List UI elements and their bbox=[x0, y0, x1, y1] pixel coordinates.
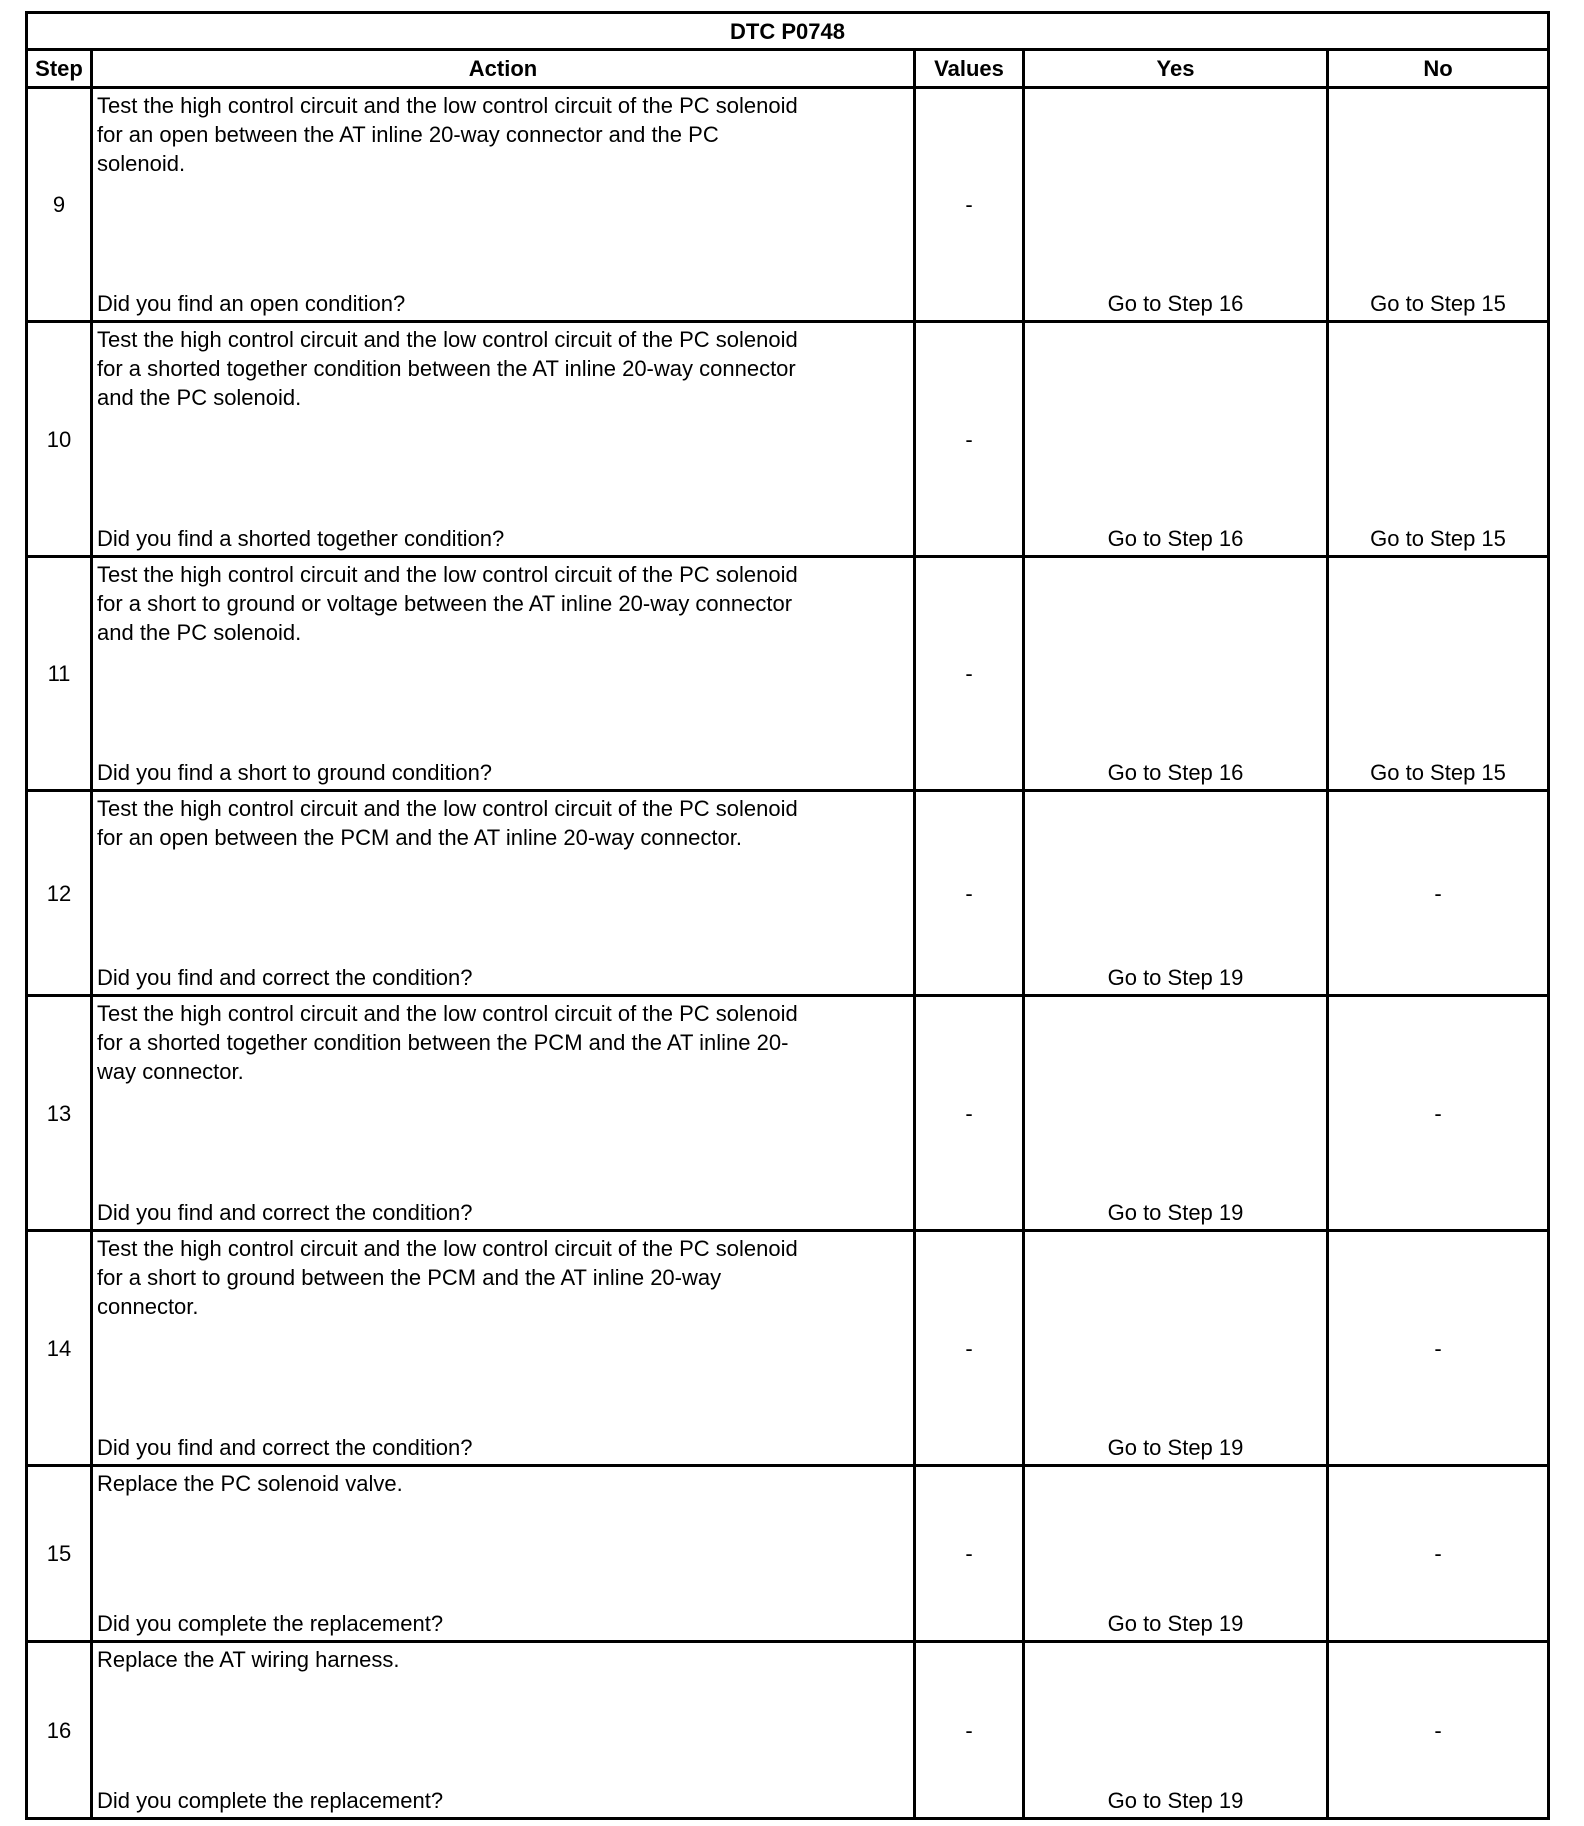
dtc-table bbox=[25, 11, 1550, 1820]
table-row bbox=[27, 88, 1549, 322]
table-row bbox=[27, 996, 1549, 1231]
step-number: 14 bbox=[27, 1231, 92, 1466]
action-text: Test the high control circuit and the low control circuit of the PC solenoid for a short to ground or voltage between the AT inline 20-way connector and the PC solenoid. bbox=[97, 562, 798, 645]
yes-cell bbox=[1024, 1466, 1328, 1642]
action-question: Did you find and correct the condition? bbox=[97, 1200, 473, 1225]
table-row bbox=[27, 557, 1549, 791]
yes-result: Go to Step 19 bbox=[1107, 1611, 1244, 1636]
action-question: Did you find a shorted together condition? bbox=[97, 526, 505, 551]
action-question: Did you find and correct the condition? bbox=[97, 1435, 473, 1460]
yes-cell bbox=[1024, 996, 1328, 1231]
action-cell bbox=[92, 1231, 915, 1466]
action-cell bbox=[92, 322, 915, 557]
no-cell: - bbox=[1328, 996, 1549, 1231]
yes-cell bbox=[1024, 791, 1328, 996]
action-text: Replace the AT wiring harness. bbox=[97, 1647, 400, 1672]
yes-cell bbox=[1024, 557, 1328, 791]
action-cell bbox=[92, 1642, 915, 1819]
table-row bbox=[27, 1466, 1549, 1642]
action-text: Test the high control circuit and the low control circuit of the PC solenoid for a short to ground between the PCM and the AT inline 20-way connector. bbox=[97, 1236, 798, 1319]
yes-cell bbox=[1024, 322, 1328, 557]
no-result: Go to Step 15 bbox=[1370, 526, 1506, 551]
action-text: Replace the PC solenoid valve. bbox=[97, 1471, 403, 1496]
no-cell bbox=[1328, 88, 1549, 322]
header-step: Step bbox=[27, 50, 92, 88]
table-row bbox=[27, 1642, 1549, 1819]
no-result: Go to Step 15 bbox=[1370, 760, 1506, 785]
table-row bbox=[27, 791, 1549, 996]
no-cell: - bbox=[1328, 1466, 1549, 1642]
yes-cell bbox=[1024, 1231, 1328, 1466]
step-number: 12 bbox=[27, 791, 92, 996]
values-cell: - bbox=[915, 791, 1024, 996]
table-title: DTC P0748 bbox=[27, 13, 1549, 50]
header-yes: Yes bbox=[1024, 50, 1328, 88]
action-text: Test the high control circuit and the low control circuit of the PC solenoid for a shorted together condition between the PCM and the AT inline 20- way connector. bbox=[97, 1001, 798, 1084]
yes-result: Go to Step 16 bbox=[1107, 760, 1244, 785]
no-cell: - bbox=[1328, 1642, 1549, 1819]
no-cell: - bbox=[1328, 1231, 1549, 1466]
yes-result: Go to Step 16 bbox=[1107, 526, 1244, 551]
action-cell bbox=[92, 1466, 915, 1642]
values-cell: - bbox=[915, 1642, 1024, 1819]
no-cell: - bbox=[1328, 791, 1549, 996]
step-number: 16 bbox=[27, 1642, 92, 1819]
action-question: Did you complete the replacement? bbox=[97, 1788, 444, 1813]
yes-result: Go to Step 16 bbox=[1107, 291, 1244, 316]
action-question: Did you complete the replacement? bbox=[97, 1611, 444, 1636]
action-text: Test the high control circuit and the low control circuit of the PC solenoid for a shorted together condition between the AT inline 20-way connector and the PC solenoid. bbox=[97, 327, 798, 410]
values-cell: - bbox=[915, 557, 1024, 791]
values-cell: - bbox=[915, 1231, 1024, 1466]
action-question: Did you find a short to ground condition? bbox=[97, 760, 493, 785]
yes-result: Go to Step 19 bbox=[1107, 1435, 1244, 1460]
action-cell bbox=[92, 791, 915, 996]
yes-cell bbox=[1024, 88, 1328, 322]
no-cell bbox=[1328, 557, 1549, 791]
step-number: 13 bbox=[27, 996, 92, 1231]
table-row bbox=[27, 322, 1549, 557]
action-cell bbox=[92, 557, 915, 791]
values-cell: - bbox=[915, 1466, 1024, 1642]
step-number: 9 bbox=[27, 88, 92, 322]
yes-result: Go to Step 19 bbox=[1107, 1200, 1244, 1225]
step-number: 15 bbox=[27, 1466, 92, 1642]
table-row bbox=[27, 1231, 1549, 1466]
step-number: 11 bbox=[27, 557, 92, 791]
values-cell: - bbox=[915, 996, 1024, 1231]
no-result: Go to Step 15 bbox=[1370, 291, 1506, 316]
header-action: Action bbox=[92, 50, 915, 88]
yes-result: Go to Step 19 bbox=[1107, 1788, 1244, 1813]
header-no: No bbox=[1328, 50, 1549, 88]
action-question: Did you find and correct the condition? bbox=[97, 965, 473, 990]
action-question: Did you find an open condition? bbox=[97, 291, 406, 316]
action-cell bbox=[92, 996, 915, 1231]
yes-cell bbox=[1024, 1642, 1328, 1819]
action-text: Test the high control circuit and the low control circuit of the PC solenoid for an open between the PCM and the AT inline 20-way connector. bbox=[97, 796, 798, 850]
step-number: 10 bbox=[27, 322, 92, 557]
values-cell: - bbox=[915, 322, 1024, 557]
values-cell: - bbox=[915, 88, 1024, 322]
header-values: Values bbox=[915, 50, 1024, 88]
no-cell bbox=[1328, 322, 1549, 557]
action-text: Test the high control circuit and the low control circuit of the PC solenoid for an open between the AT inline 20-way connector and the PC solenoid. bbox=[97, 93, 798, 176]
action-cell bbox=[92, 88, 915, 322]
yes-result: Go to Step 19 bbox=[1107, 965, 1244, 990]
